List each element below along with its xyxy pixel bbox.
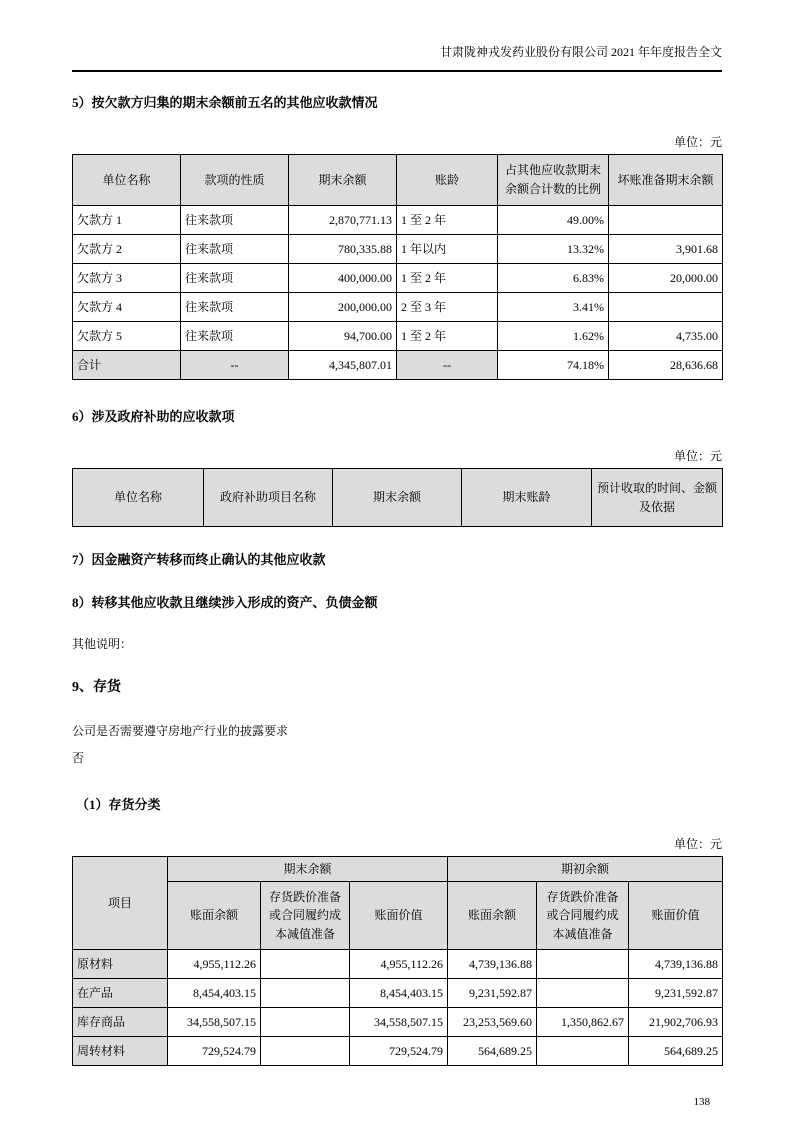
cell-ending-balance: 94,700.00 bbox=[289, 322, 397, 351]
section-9-title: 9、存货 bbox=[72, 680, 121, 695]
col-header: 期末余额 bbox=[289, 155, 397, 206]
col-header: 政府补助项目名称 bbox=[204, 469, 333, 527]
report-title: 甘肃陇神戎发药业股份有限公司 2021 年年度报告全文 bbox=[439, 45, 722, 59]
cell-total-label: 合计 bbox=[73, 351, 181, 380]
section-9-1-title: （1）存货分类 bbox=[76, 797, 161, 812]
table-row bbox=[73, 235, 723, 264]
group-header-beginning: 期初余额 bbox=[448, 857, 723, 882]
cell-book-value: 9,231,592.87 bbox=[629, 979, 723, 1008]
table-row bbox=[73, 206, 723, 235]
cell-nature: 往来款项 bbox=[181, 322, 289, 351]
col-header: 占其他应收款期末余额合计数的比例 bbox=[498, 155, 609, 206]
table-row bbox=[73, 1008, 723, 1037]
cell-aging: 2 至 3 年 bbox=[397, 293, 498, 322]
cell-book-balance: 4,955,112.26 bbox=[168, 950, 261, 979]
cell-book-value: 564,689.25 bbox=[629, 1037, 723, 1066]
cell-provision bbox=[261, 1037, 350, 1066]
cell-book-balance: 9,231,592.87 bbox=[448, 979, 537, 1008]
cell-bad-debt bbox=[609, 293, 723, 322]
cell-unit-name: 欠款方 2 bbox=[73, 235, 181, 264]
cell-ending-balance: 400,000.00 bbox=[289, 264, 397, 293]
col-header: 存货跌价准备或合同履约成本减值准备 bbox=[537, 882, 629, 950]
cell-total-bad-debt: 28,636.68 bbox=[609, 351, 723, 380]
cell-item: 原材料 bbox=[73, 950, 168, 979]
table-row bbox=[73, 950, 723, 979]
cell-aging: 1 至 2 年 bbox=[397, 206, 498, 235]
cell-unit-name: 欠款方 3 bbox=[73, 264, 181, 293]
top-debtors-table bbox=[72, 154, 723, 380]
cell-book-value: 34,558,507.15 bbox=[350, 1008, 448, 1037]
col-header: 账面余额 bbox=[448, 882, 537, 950]
realestate-question: 公司是否需要遵守房地产行业的披露要求 bbox=[72, 724, 289, 738]
cell-provision bbox=[537, 979, 629, 1008]
cell-aging: 1 至 2 年 bbox=[397, 264, 498, 293]
col-header-item: 项目 bbox=[73, 857, 168, 950]
inventory-table bbox=[72, 856, 723, 1066]
section-6-title: 6）涉及政府补助的应收款项 bbox=[72, 409, 235, 424]
col-header: 账龄 bbox=[397, 155, 498, 206]
unit-label-1: 单位：元 bbox=[673, 135, 722, 149]
cell-ratio: 1.62% bbox=[498, 322, 609, 351]
cell-unit-name: 欠款方 1 bbox=[73, 206, 181, 235]
col-header: 坏账准备期末余额 bbox=[609, 155, 723, 206]
page-number: 138 bbox=[693, 1096, 710, 1108]
cell-book-value: 8,454,403.15 bbox=[350, 979, 448, 1008]
cell-book-value: 4,955,112.26 bbox=[350, 950, 448, 979]
cell-total-ratio: 74.18% bbox=[498, 351, 609, 380]
cell-bad-debt: 3,901.68 bbox=[609, 235, 723, 264]
government-subsidy-table bbox=[72, 468, 723, 527]
table-row bbox=[73, 322, 723, 351]
cell-book-balance: 34,558,507.15 bbox=[168, 1008, 261, 1037]
cell-provision bbox=[537, 950, 629, 979]
col-header: 预计收取的时间、金额及依据 bbox=[592, 469, 723, 527]
cell-ending-balance: 2,870,771.13 bbox=[289, 206, 397, 235]
table-row bbox=[73, 979, 723, 1008]
table-row bbox=[73, 264, 723, 293]
cell-book-value: 729,524.79 bbox=[350, 1037, 448, 1066]
table-row bbox=[73, 1037, 723, 1066]
cell-nature: 往来款项 bbox=[181, 293, 289, 322]
cell-ratio: 13.32% bbox=[498, 235, 609, 264]
cell-provision bbox=[261, 950, 350, 979]
col-header: 单位名称 bbox=[73, 155, 181, 206]
group-header-ending: 期末余额 bbox=[168, 857, 448, 882]
cell-unit-name: 欠款方 5 bbox=[73, 322, 181, 351]
section-8-title: 8）转移其他应收款且继续涉入形成的资产、负债金额 bbox=[72, 595, 378, 610]
cell-book-balance: 564,689.25 bbox=[448, 1037, 537, 1066]
cell-nature: 往来款项 bbox=[181, 235, 289, 264]
section-5-title: 5）按欠款方归集的期末余额前五名的其他应收款情况 bbox=[72, 95, 378, 110]
col-header: 账面余额 bbox=[168, 882, 261, 950]
col-header: 期末账龄 bbox=[462, 469, 592, 527]
cell-aging: 1 至 2 年 bbox=[397, 322, 498, 351]
cell-item: 周转材料 bbox=[73, 1037, 168, 1066]
other-note: 其他说明： bbox=[72, 637, 133, 651]
cell-book-value: 21,902,706.93 bbox=[629, 1008, 723, 1037]
col-header: 期末余额 bbox=[333, 469, 462, 527]
cell-ratio: 49.00% bbox=[498, 206, 609, 235]
realestate-answer: 否 bbox=[72, 751, 85, 765]
cell-ending-balance: 780,335.88 bbox=[289, 235, 397, 264]
cell-bad-debt: 20,000.00 bbox=[609, 264, 723, 293]
cell-unit-name: 欠款方 4 bbox=[73, 293, 181, 322]
cell-bad-debt bbox=[609, 206, 723, 235]
cell-book-balance: 729,524.79 bbox=[168, 1037, 261, 1066]
col-header: 存货跌价准备或合同履约成本减值准备 bbox=[261, 882, 350, 950]
cell-item: 在产品 bbox=[73, 979, 168, 1008]
col-header: 账面价值 bbox=[629, 882, 723, 950]
cell-total-aging: -- bbox=[397, 351, 498, 380]
cell-book-value: 4,739,136.88 bbox=[629, 950, 723, 979]
table-header-row bbox=[73, 155, 723, 206]
cell-item: 库存商品 bbox=[73, 1008, 168, 1037]
cell-provision bbox=[537, 1037, 629, 1066]
cell-book-balance: 8,454,403.15 bbox=[168, 979, 261, 1008]
table-group-header-row bbox=[73, 857, 723, 882]
cell-ending-balance: 200,000.00 bbox=[289, 293, 397, 322]
cell-total-nature: -- bbox=[181, 351, 289, 380]
cell-total-balance: 4,345,807.01 bbox=[289, 351, 397, 380]
cell-provision bbox=[261, 979, 350, 1008]
table-total-row bbox=[73, 351, 723, 380]
cell-nature: 往来款项 bbox=[181, 264, 289, 293]
cell-bad-debt: 4,735.00 bbox=[609, 322, 723, 351]
cell-aging: 1 年以内 bbox=[397, 235, 498, 264]
cell-ratio: 3.41% bbox=[498, 293, 609, 322]
table-subheader-row bbox=[73, 882, 723, 950]
table-header-row bbox=[73, 469, 723, 527]
cell-book-balance: 23,253,569.60 bbox=[448, 1008, 537, 1037]
cell-nature: 往来款项 bbox=[181, 206, 289, 235]
cell-provision: 1,350,862.67 bbox=[537, 1008, 629, 1037]
page-header bbox=[72, 0, 722, 72]
cell-provision bbox=[261, 1008, 350, 1037]
cell-book-balance: 4,739,136.88 bbox=[448, 950, 537, 979]
col-header: 款项的性质 bbox=[181, 155, 289, 206]
unit-label-2: 单位：元 bbox=[673, 449, 722, 463]
cell-ratio: 6.83% bbox=[498, 264, 609, 293]
col-header: 单位名称 bbox=[73, 469, 204, 527]
table-row bbox=[73, 293, 723, 322]
unit-label-3: 单位：元 bbox=[673, 837, 722, 851]
section-7-title: 7）因金融资产转移而终止确认的其他应收款 bbox=[72, 552, 326, 567]
col-header: 账面价值 bbox=[350, 882, 448, 950]
